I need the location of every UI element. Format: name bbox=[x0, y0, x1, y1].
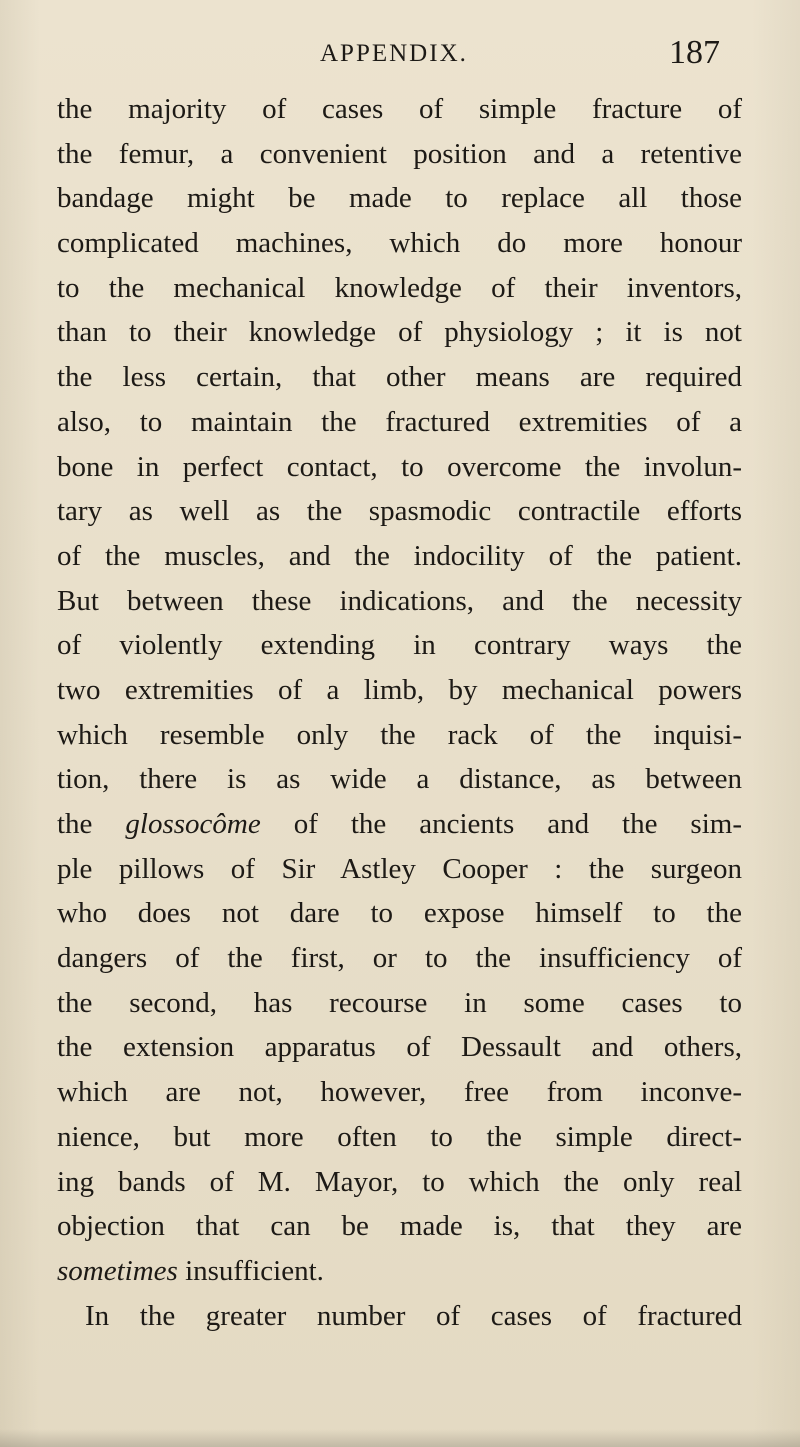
body-text bbox=[57, 87, 742, 1338]
text-line: the majority of cases of simple fracture of bbox=[57, 93, 742, 125]
text-line: the second, has recourse in some cases to bbox=[57, 986, 742, 1019]
text-fragment: the bbox=[57, 808, 126, 840]
text-line: which resemble only the rack of the inquisi- bbox=[57, 718, 742, 751]
text-line: than to their knowledge of physiology ; it is not bbox=[57, 316, 742, 349]
italic-term-glossocome: glossocôme bbox=[125, 808, 261, 840]
text-line: who does not dare to expose himself to the bbox=[57, 897, 742, 930]
text-line: tary as well as the spasmodic contractile efforts bbox=[57, 495, 742, 528]
text-line: of violently extending in contrary ways the bbox=[57, 629, 742, 662]
text-line: bandage might be made to replace all those bbox=[57, 182, 742, 215]
text-line: But between these indications, and the necessity bbox=[57, 584, 742, 617]
text-line: two extremities of a limb, by mechanical powers bbox=[57, 673, 742, 706]
italic-term-sometimes: sometimes bbox=[57, 1254, 178, 1287]
text-fragment: of the ancients and the sim- bbox=[260, 808, 742, 840]
text-line: also, to maintain the fractured extremities of a bbox=[57, 405, 742, 438]
text-line: to the mechanical knowledge of their inventors, bbox=[57, 271, 742, 304]
text-line: the femur, a convenient position and a retentive bbox=[57, 137, 742, 170]
text-line: the less certain, that other means are required bbox=[57, 361, 742, 394]
text-line: the extension apparatus of Dessault and others, bbox=[57, 1031, 742, 1064]
page-header bbox=[0, 34, 800, 80]
text-line: ing bands of M. Mayor, to which the only real bbox=[57, 1165, 742, 1198]
text-line: objection that can be made is, that they are bbox=[57, 1210, 742, 1243]
text-line: dangers of the first, or to the insufficiency of bbox=[57, 942, 742, 975]
text-line: tion, there is as wide a distance, as between bbox=[57, 763, 742, 796]
text-line: bone in perfect contact, to overcome the involun- bbox=[57, 450, 742, 483]
page-number: 187 bbox=[669, 34, 720, 71]
running-head: APPENDIX. bbox=[320, 40, 468, 67]
text-line-sometimes bbox=[57, 1249, 742, 1294]
page-edge-shadow bbox=[0, 1429, 800, 1447]
text-fragment: insufficient. bbox=[177, 1254, 324, 1287]
text-line: nience, but more often to the simple direct- bbox=[57, 1120, 742, 1153]
text-line: which are not, however, free from inconve- bbox=[57, 1076, 742, 1109]
text-line-glossocome bbox=[57, 802, 742, 847]
text-line: complicated machines, which do more honour bbox=[57, 227, 742, 260]
text-line: ple pillows of Sir Astley Cooper : the surgeon bbox=[57, 852, 742, 885]
text-line-paragraph-start: In the greater number of cases of fractured bbox=[85, 1299, 742, 1332]
text-line: of the muscles, and the indocility of the patient. bbox=[57, 539, 742, 572]
